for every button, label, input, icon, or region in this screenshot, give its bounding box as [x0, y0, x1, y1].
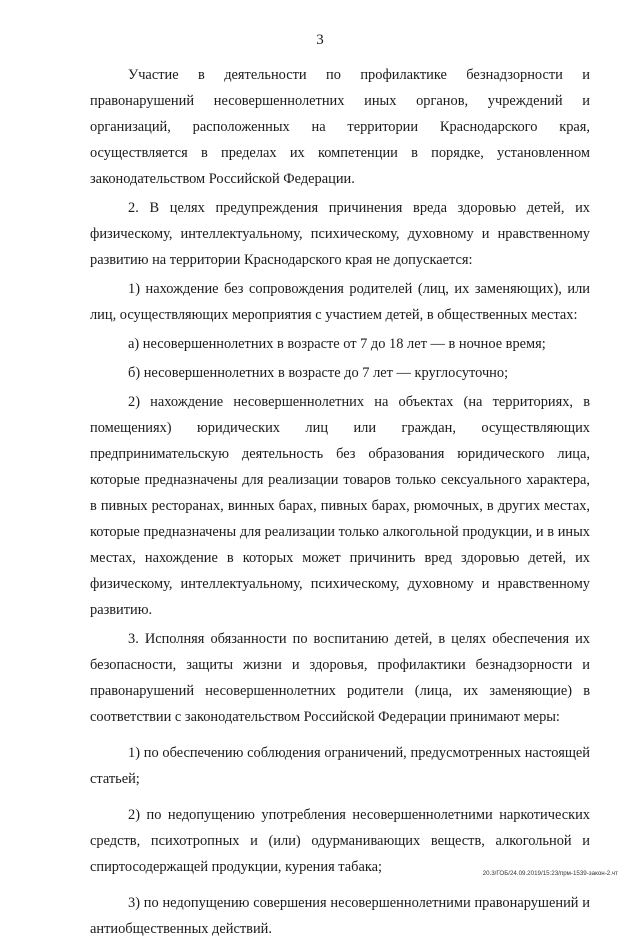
document-body: [90, 62, 590, 942]
paragraph-point-2: 2. В целях предупреждения причинения вреда здоровью детей, их физическому, интеллектуальному, психическому, духовному и нравственному развитию на территории Краснодарского края не допускается:: [90, 200, 590, 268]
paragraph-measure-2: 2) по недопущению употребления несовершеннолетними наркотических средств, психотропных и (или) одурманивающих веществ, алкогольной и спиртосодержащей продукции, курения табака;: [90, 807, 590, 875]
paragraph-subpoint-1: 1) нахождение без сопровождения родителей (лиц, их заменяющих), или лиц, осуществляющих мероприятия с участием детей, в общественных местах:: [90, 281, 590, 323]
document-footer-code: 20.3/ГОБ/24.09.2019/15:23/прм-1539-закон-2.чт: [482, 870, 618, 877]
page-number: 3: [316, 32, 324, 48]
paragraph-participation: Участие в деятельности по профилактике безнадзорности и правонарушений несовершеннолетних иных органов, учреждений и организаций, расположенных на территории Краснодарского края, осуществляется в пределах их компетенции в порядке, установленном законодательством Российской Федерации.: [90, 67, 590, 187]
paragraph-measure-3: 3) по недопущению совершения несовершеннолетними правонарушений и антиобщественных действий.: [90, 895, 590, 937]
paragraph-subpoint-2: 2) нахождение несовершеннолетних на объектах (на территориях, в помещениях) юридических лиц или граждан, осуществляющих предпринимательскую деятельность без образования юридического лица, которые предназначены для реализации товаров только сексуального характера, в пивных ресторанах, винных барах, пивных барах, рюмочных, в других местах, которые предназначены для реализации только алкогольной продукции, и в иных местах, нахождение в которых может причинить вред здоровью детей, их физическому, интеллектуальному, психическому, духовному и нравственному развитию.: [90, 394, 590, 618]
paragraph-subpoint-a: а) несовершеннолетних в возрасте от 7 до 18 лет — в ночное время;: [128, 336, 546, 352]
paragraph-point-3: 3. Исполняя обязанности по воспитанию детей, в целях обеспечения их безопасности, защиты жизни и здоровья, профилактики безнадзорности и правонарушений несовершеннолетних родители (лица, их заменяющие) в соответствии с законодательством Российской Федерации принимают меры:: [90, 631, 590, 725]
paragraph-measure-1: 1) по обеспечению соблюдения ограничений, предусмотренных настоящей статьей;: [90, 745, 590, 787]
paragraph-subpoint-b: б) несовершеннолетних в возрасте до 7 лет — круглосуточно;: [128, 365, 509, 381]
